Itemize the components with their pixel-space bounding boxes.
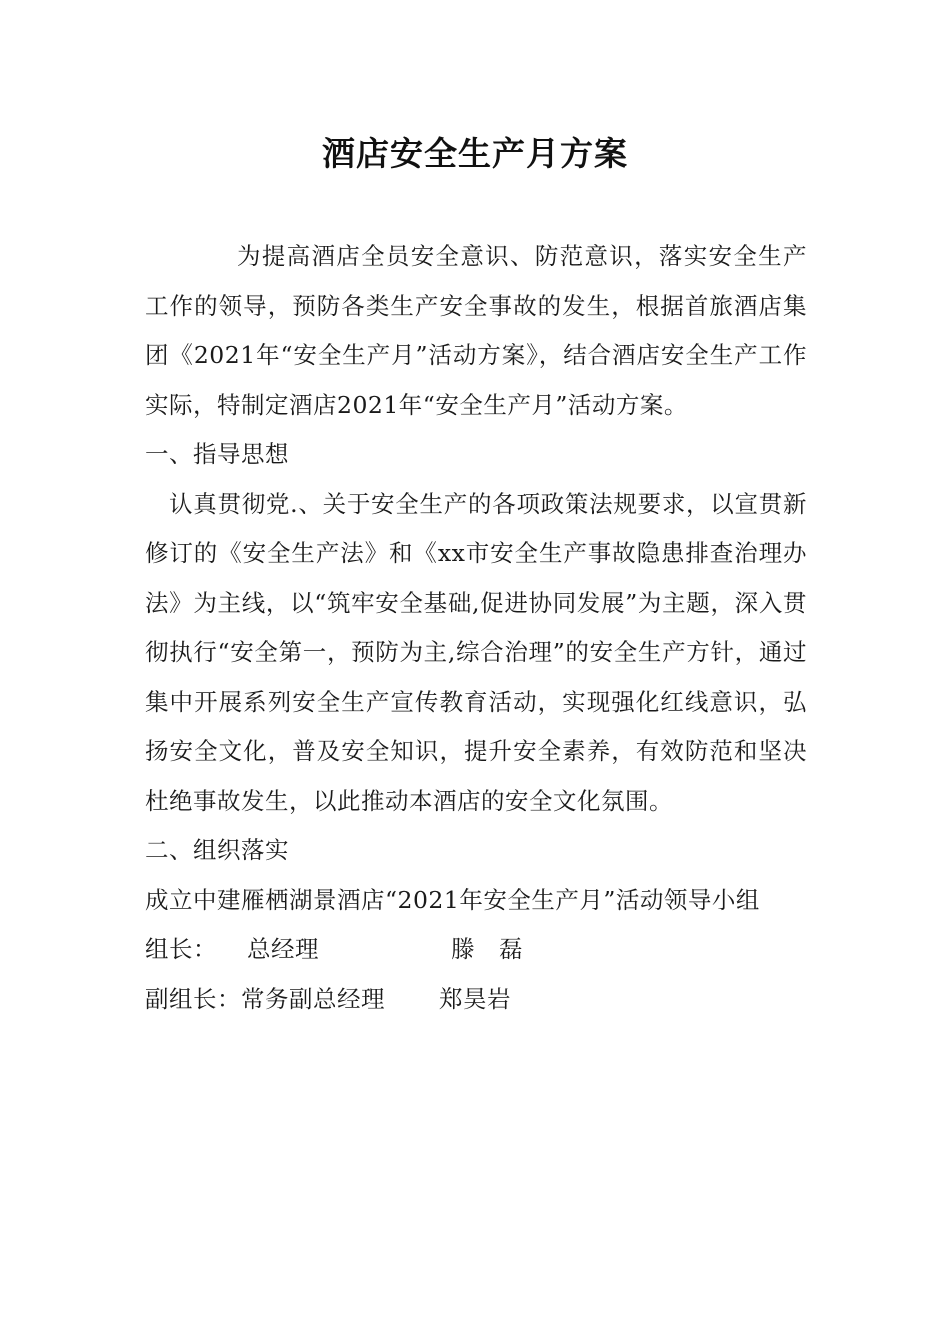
member-title: 常务副总经理 xyxy=(241,984,385,1013)
intro-paragraph: 为提高酒店全员安全意识、防范意识，落实安全生产工作的领导，预防各类生产安全事故的发生，根据首旅酒店集团《2021年“安全生产月”活动方案》，结合酒店安全生产工作实际，特制定酒店2021年“安全生产月”活动方案。 xyxy=(145,242,807,419)
guiding-ideology-paragraph: 认真贯彻党.、关于安全生产的各项政策法规要求，以宣贯新修订的《安全生产法》和《xx市安全生产事故隐患排查治理办法》为主线，以“筑牢安全基础,促进协同发展”为主题，深入贯彻执行“安全第一，预防为主,综合治理”的安全生产方针，通过集中开展系列安全生产宣传教育活动，实现强化红线意识，弘扬安全文化，普及安全知识，提升安全素养，有效防范和坚决杜绝事故发生，以此推动本酒店的安全文化氛围。 xyxy=(145,489,807,815)
member-role: 组长： xyxy=(145,935,217,963)
member-name: 滕 磊 xyxy=(451,935,523,963)
member-row xyxy=(145,925,807,975)
document-body xyxy=(145,232,807,1024)
member-role: 副组长： xyxy=(145,984,241,1013)
section-heading-organization: 二、组织落实 xyxy=(145,836,289,864)
organization-paragraph: 成立中建雁栖湖景酒店“2021年安全生产月”活动领导小组 xyxy=(145,885,760,914)
document-title: 酒店安全生产月方案 xyxy=(322,134,628,173)
member-name: 郑昊岩 xyxy=(439,984,511,1013)
member-title: 总经理 xyxy=(247,935,319,963)
section-heading-guiding-ideology: 一、指导思想 xyxy=(145,440,289,468)
member-row xyxy=(145,975,807,1025)
